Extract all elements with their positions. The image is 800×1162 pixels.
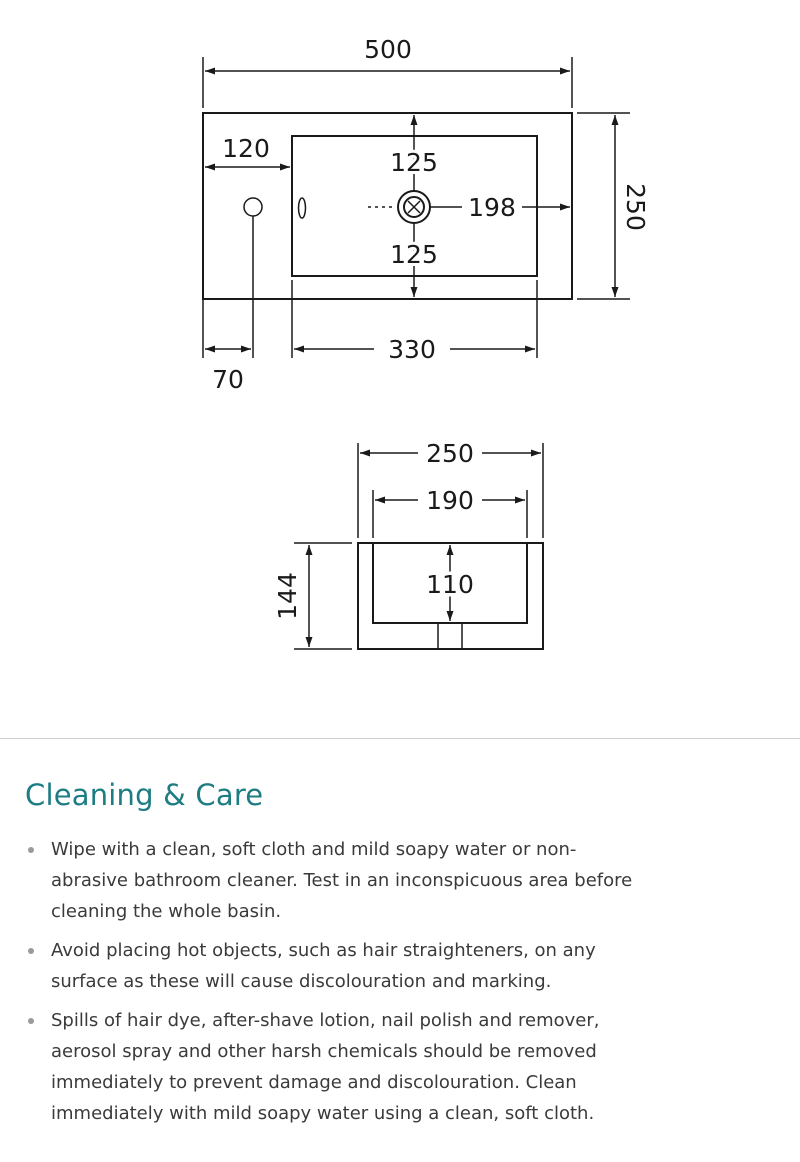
cleaning-care-section <box>25 778 645 1137</box>
bullet-icon <box>28 948 34 954</box>
tap-hole-icon <box>244 198 262 216</box>
drain-to-right-label: 198 <box>468 193 516 222</box>
section-title: Cleaning & Care <box>25 778 264 812</box>
side-drain-outlet <box>438 623 462 649</box>
side-height-label: 144 <box>273 572 302 620</box>
width-label: 500 <box>364 35 412 64</box>
bottom-to-drain-label: 125 <box>390 240 438 269</box>
list-item-text: Wipe with a clean, soft cloth and mild soapy water or non-abrasive bathroom cleaner. Test in an inconspicuous area before cleaning the whole basin. <box>51 839 633 922</box>
list-item-text: Avoid placing hot objects, such as hair straighteners, on any surface as these will cause discolouration and marking. <box>51 940 596 992</box>
bowl-depth-label: 110 <box>426 570 474 599</box>
bowl-width-label: 330 <box>388 335 436 364</box>
top-to-drain-label: 125 <box>390 148 438 177</box>
list-item <box>25 834 645 927</box>
tap-offset-label: 70 <box>212 365 244 394</box>
list-item-text: Spills of hair dye, after-shave lotion, nail polish and remover, aerosol spray and other harsh chemicals should be removed immediately to prevent damage and discolouration. Clean immediately with mild soapy water using a clean, soft cloth. <box>51 1010 600 1124</box>
list-item <box>25 935 645 997</box>
bullet-icon <box>28 1018 34 1024</box>
side-inner-depth-label: 190 <box>426 486 474 515</box>
left-offset-label: 120 <box>222 134 270 163</box>
height-label: 250 <box>621 183 650 231</box>
care-list <box>25 834 645 1129</box>
side-outer-depth-label: 250 <box>426 439 474 468</box>
overflow-slot-icon <box>299 198 306 218</box>
section-divider <box>0 738 800 739</box>
side-view <box>273 439 543 649</box>
top-view <box>203 35 650 394</box>
bullet-icon <box>28 847 34 853</box>
list-item <box>25 1005 645 1129</box>
